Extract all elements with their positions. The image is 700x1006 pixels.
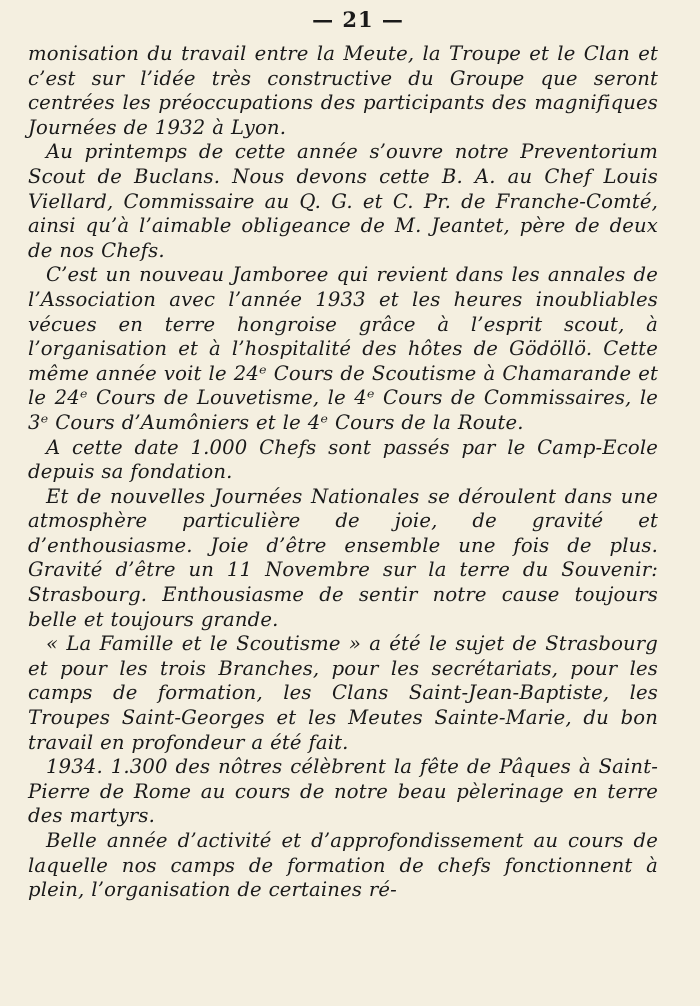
paragraph: « La Famille et le Scoutisme » a été le sujet de Strasbourg et pour les trois Branches, pour les secrétariats, pour les camps de formation, les Clans Saint-Jean-Baptiste, les Troupes Saint-Georges et les Meutes Sainte-Marie, du bon travail en profondeur a été fait. <box>28 632 658 754</box>
paragraph-continued: monisation du travail entre la Meute, la Troupe et le Clan et c’est sur l’idée très constructive du Groupe que seront centrées les préoccupations des participants des magnifiques Journées de 1932 à Lyon. <box>28 42 658 139</box>
paragraph-broken: Belle année d’activité et d’approfondissement au cours de laquelle nos camps de formation de chefs fonctionnent à plein, l’organisation de certaines ré- <box>28 829 658 902</box>
paragraph: 1934. 1.300 des nôtres célèbrent la fête de Pâques à Saint-Pierre de Rome au cours de notre beau pèlerinage en terre des martyrs. <box>28 755 658 828</box>
paragraph: Au printemps de cette année s’ouvre notre Preventorium Scout de Buclans. Nous devons cette B. A. au Chef Louis Viellard, Commissaire au Q. G. et C. Pr. de Franche-Comté, ainsi qu’à l’aimable obligeance de M. Jeantet, père de deux de nos Chefs. <box>28 140 658 262</box>
paragraph: Et de nouvelles Journées Nationales se déroulent dans une atmosphère particulière de joie, de gravité et d’enthousiasme. Joie d’être ensemble une fois de plus. Gravité d’être un 11 Novembre sur la terre du Souvenir: Strasbourg. Enthousiasme de sentir notre cause toujours belle et toujours grande. <box>28 484 658 631</box>
body-text <box>28 42 658 903</box>
paragraph: C’est un nouveau Jamboree qui revient dans les annales de l’Association avec l’année 1933 et les heures inoubliables vécues en terre hongroise grâce à l’esprit scout, à l’organisation et à l’hospitalité des hôtes de Gödöllö. Cette même année voit le 24ᵉ Cours de Scoutisme à Chamarande et le 24ᵉ Cours de Louvetisme, le 4ᵉ Cours de Commissaires, le 3ᵉ Cours d’Aumôniers et le 4ᵉ Cours de la Route. <box>28 263 658 434</box>
paragraph: A cette date 1.000 Chefs sont passés par le Camp-Ecole depuis sa fondation. <box>28 435 658 484</box>
page-number: — 21 — <box>312 7 404 32</box>
